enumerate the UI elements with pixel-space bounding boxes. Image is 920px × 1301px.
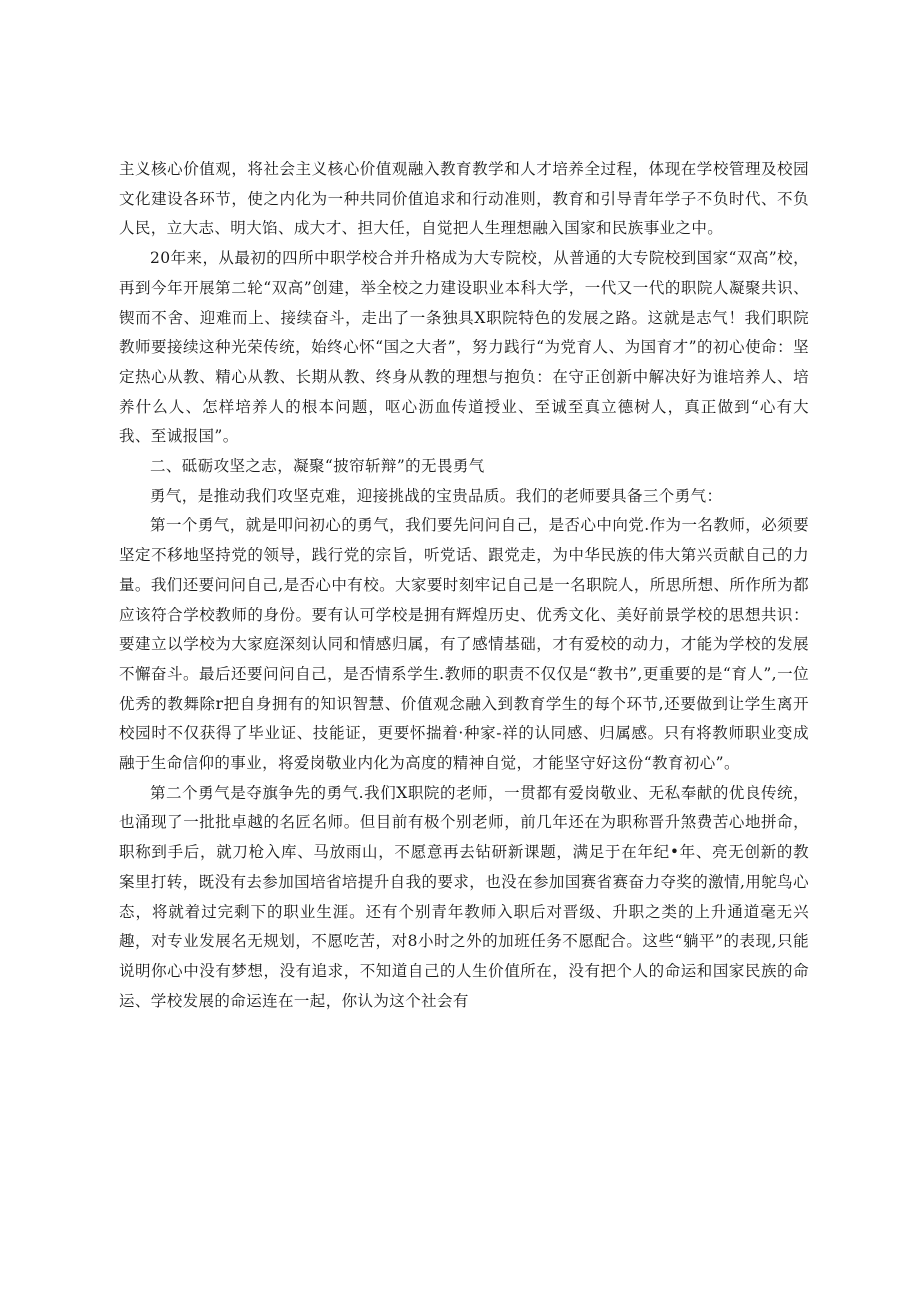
paragraph-twenty-years: 20年来，从最初的四所中职学校合并升格成为大专院校，从普通的大专院校到国家“双高”校，再到今年开展第二轮“双高”创建，举全校之力建设职业本科大学，一代又一代的职院人凝聚共识、锲而不舍、迎难而上、接续奋斗，走出了一条独具X职院特色的发展之路。这就是志气！我们职院教师要接续这种光荣传统，始终心怀“国之大者”，努力践行“为党育人、为国育才”的初心使命：坚定热心从教、精心从教、长期从教、终身从教的理想与抱负：在守正创新中解决好为谁培养人、培养什么人、怎样培养人的根本问题，呕心沥血传道授业、至诚至真立德树人，真正做到“心有大我、至诚报国”。 [119,249,809,446]
paragraph-second-courage: 第二个勇气是夺旗争先的勇气.我们X职院的老师，一贯都有爱岗敬业、无私奉献的优良传统，也涌现了一批批卓越的名匠名师。但目前有极个别老师，前几年还在为职称晋升煞费苦心地拼命，职称到手后，就刀枪入库、马放雨山，不愿意再去钻研新课题，满足于在年纪•年、亮无创新的教案里打转，既没有去参加国培省培提升自我的要求，也没在参加国赛省赛奋力夺奖的激情,用鸵鸟心态，将就着过完剩下的职业生涯。还有个别青年教师入职后对晋级、升职之类的上升通道毫无兴趣，对专业发展名无规划，不愿吃苦，对8小时之外的加班任务不愿配合。这些“躺平”的表现,只能说明你心中没有梦想，没有追求，不知道自己的人生价值所在，没有把个人的命运和国家民族的命运、学校发展的命运连在一起，你认为这个社会有 [119,783,809,1010]
document-body [119,155,809,1016]
paragraph-first-courage: 第一个勇气，就是叩问初心的勇气，我们要先问问自己，是否心中向党.作为一名教师，必须要坚定不移地坚持党的领导，践行党的宗旨，听党话、跟党走，为中华民族的伟大第兴贡献自己的力量。我们还要问问自己,是否心中有校。大家要时刻牢记自己是一名职院人，所思所想、所作所为都应该符合学校教师的身份。要有认可学校是拥有辉煌历史、优秀文化、美好前景学校的思想共识：要建立以学校为大家庭深刻认同和情感归属，有了感情基础，才有爱校的动力，才能为学校的发展不懈奋斗。最后还要问问自己，是否情系学生.教师的职责不仅仅是“教书”,更重要的是“育人”,一位优秀的教舞除r把自身拥有的知识智慧、价值观念融入到教育学生的每个环节,还要做到让学生离开校园时不仅获得了毕业证、技能证，更要怀揣着·种家-祥的认同感、归属感。只有将教师职业变成融于生命信仰的事业，将爱岗敬业内化为高度的精神自觉，才能坚守好这份“教育初心”。 [119,516,809,773]
paragraph-courage-intro: 勇气，是推动我们攻坚克难，迎接挑战的宝贵品质。我们的老师要具备三个勇气： [150,486,723,505]
section-heading: 二、砥砺攻坚之志，凝聚“披帘斩辩”的无畏勇气 [150,457,485,476]
paragraph-continued: 主义核心价值观，将社会主义核心价值观融入教育教学和人才培养全过程，体现在学校管理及校园文化建设各环节，使之内化为一种共同价值追求和行动准则，教育和引导青年学子不负时代、不负人民，立大志、明大馅、成大才、担大任，自觉把人生理想融入国家和民族事业之中。 [119,160,809,238]
